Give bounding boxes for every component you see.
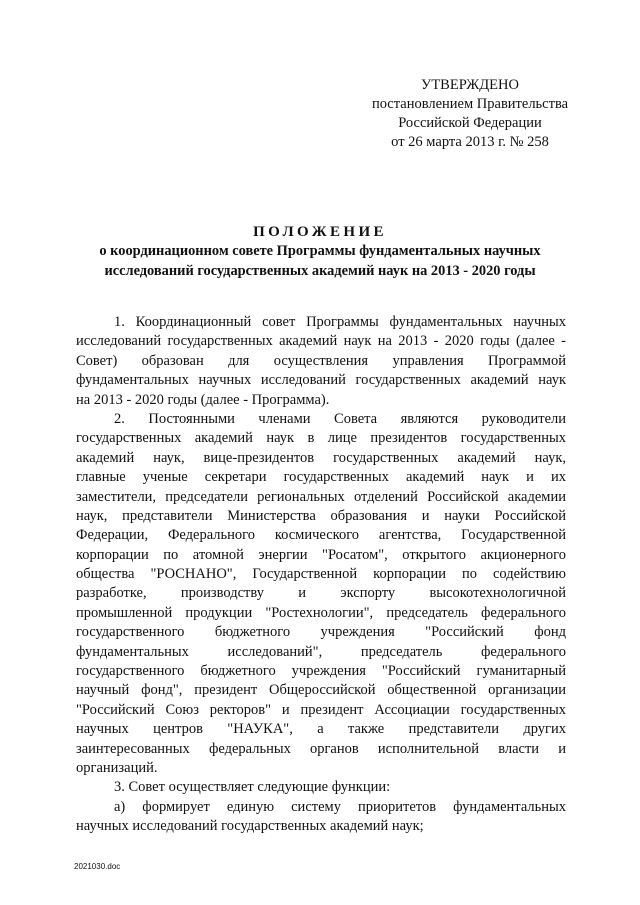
- title-line-1: о координационном совете Программы фундаментальных научных: [99, 243, 541, 259]
- body-line: организаций.: [76, 759, 158, 776]
- body-line: "Российский Союз ректоров" и президент Ассоциации государственных: [76, 701, 566, 718]
- body-line: на 2013 - 2020 годы (далее - Программа).: [76, 391, 330, 408]
- document-body: [76, 313, 566, 837]
- body-line: Совет) образован для осуществления управления Программой: [76, 352, 566, 369]
- body-line: государственных академий наук в лице президентов государственных: [76, 430, 566, 447]
- approval-stamp: [350, 76, 590, 152]
- body-line: наук, представители Министерства образования и науки Российской: [76, 507, 566, 524]
- document-title: [70, 222, 570, 281]
- body-line: фундаментальных исследований", председатель федерального: [76, 643, 566, 660]
- approval-line-3: от 26 марта 2013 г. № 258: [391, 134, 549, 150]
- body-line: 3. Совет осуществляет следующие функции:: [114, 779, 391, 796]
- body-line: Федерации, Федерального космического агентства, Государственной: [76, 527, 566, 544]
- body-line: главные ученые секретари государственных академий наук и их: [76, 469, 566, 486]
- body-line: государственного бюджетного учреждения "Российский гуманитарный: [76, 663, 566, 680]
- body-line: общества "РОСНАНО", Государственной корпорации по содействию: [76, 566, 566, 583]
- body-line: исследований государственных академий наук на 2013 - 2020 годы (далее -: [76, 333, 566, 350]
- body-line: государственного бюджетного учреждения "Российский фонд: [76, 624, 566, 641]
- title-heading: ПОЛОЖЕНИЕ: [253, 224, 387, 240]
- body-line: фундаментальных научных исследований государственных академий наук: [76, 372, 566, 389]
- body-line: разработке, производству и экспорту высокотехнологичной: [76, 585, 566, 602]
- body-line: 2. Постоянными членами Совета являются руководители: [114, 410, 566, 427]
- body-line: заинтересованных федеральных органов исполнительной власти и: [76, 740, 566, 757]
- body-line: 1. Координационный совет Программы фундаментальных научных: [114, 314, 566, 330]
- title-line-2: исследований государственных академий наук на 2013 - 2020 годы: [104, 262, 536, 279]
- body-line: промышленной продукции "Ростехнологии", председатель федерального: [76, 604, 566, 621]
- approval-line-2: Российской Федерации: [398, 115, 542, 131]
- body-line: научных центров "НАУКА", а также представители других: [76, 721, 566, 738]
- body-line: заместители, председатели региональных отделений Российской академии: [76, 488, 566, 505]
- body-line: а) формирует единую систему приоритетов фундаментальных: [114, 798, 566, 815]
- body-line: корпорации по атомной энергии "Росатом", открытого акционерного: [76, 546, 566, 563]
- file-name: 2021030.doc: [74, 862, 121, 871]
- body-line: академий наук, вице-президентов государственных академий наук,: [76, 449, 566, 466]
- body-line: научных исследований государственных академий наук;: [76, 818, 424, 835]
- body-line: научный фонд", президент Общероссийской общественной организации: [76, 682, 566, 699]
- approval-line-1: постановлением Правительства: [371, 96, 569, 112]
- approval-heading: УТВЕРЖДЕНО: [421, 77, 519, 93]
